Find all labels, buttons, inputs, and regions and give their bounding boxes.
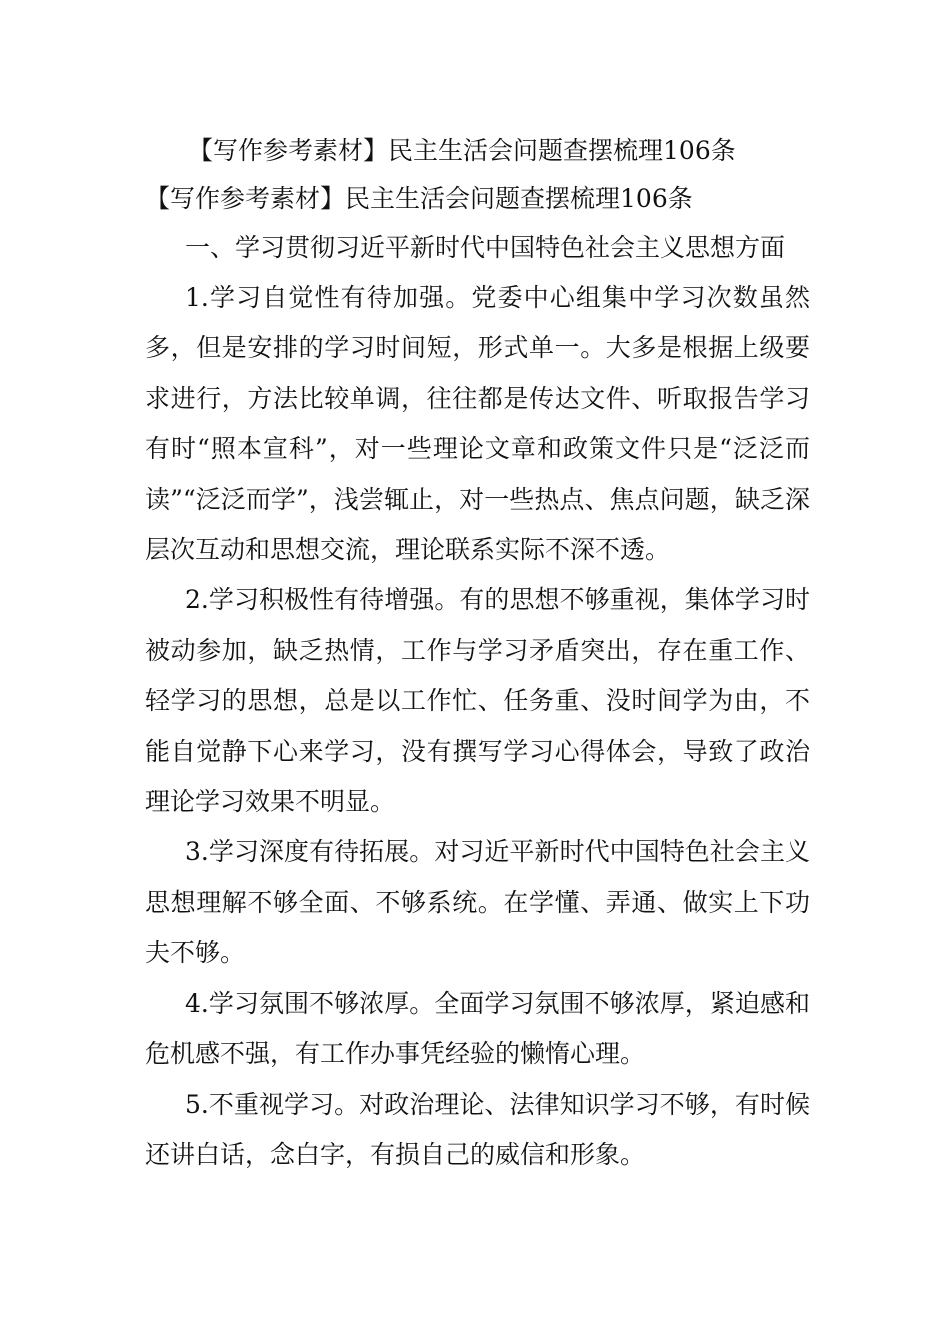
paragraph-1: 1.学习自觉性有待加强。党委中心组集中学习次数虽然多，但是安排的学习时间短，形式单一。大多是根据上级要求进行，方法比较单调，往往都是传达文件、听取报告学习有时“照本宣科”，对一些理论文章和政策文件只是“泛泛而读”“泛泛而学”，浅尝辄止，对一些热点、焦点问题，缺乏深层次互动和思想交流，理论联系实际不深不透。	[145, 283, 810, 565]
paragraph-4: 4.学习氛围不够浓厚。全面学习氛围不够浓厚，紧迫感和危机感不强，有工作办事凭经验的懒惰心理。	[145, 988, 810, 1069]
paragraph-3: 3.学习深度有待拓展。对习近平新时代中国特色社会主义思想理解不够全面、不够系统。在学懂、弄通、做实上下功夫不够。	[145, 837, 810, 968]
section-heading: 一、学习贯彻习近平新时代中国特色社会主义思想方面	[185, 233, 786, 262]
document-subtitle: 【写作参考素材】民主生活会问题查摆梳理106条	[145, 184, 693, 213]
document-title: 【写作参考素材】民主生活会问题查摆梳理106条	[188, 136, 736, 165]
paragraph-5: 5.不重视学习。对政治理论、法律知识学习不够，有时候还讲白话，念白字，有损自己的威信和形象。	[145, 1089, 810, 1169]
paragraph-2: 2.学习积极性有待增强。有的思想不够重视，集体学习时被动参加，缺乏热情，工作与学习矛盾突出，存在重工作、轻学习的思想，总是以工作忙、任务重、没时间学为由，不能自觉静下心来学习，没有撰写学习心得体会，导致了政治理论学习效果不明显。	[145, 585, 810, 817]
document-body	[145, 127, 810, 1180]
